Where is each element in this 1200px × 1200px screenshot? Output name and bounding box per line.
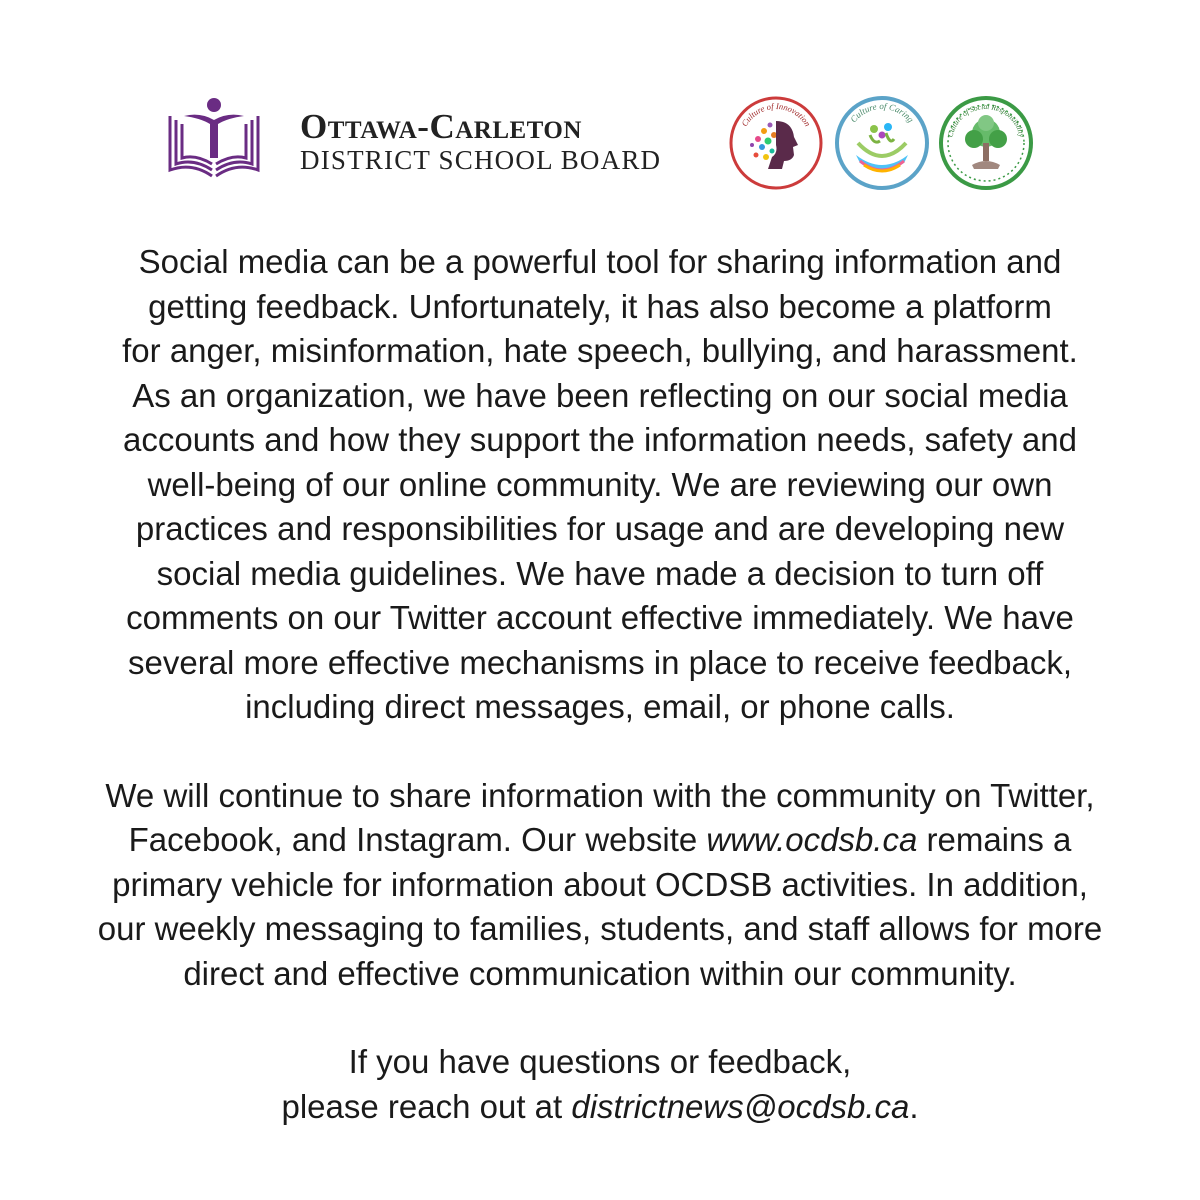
text-line: getting feedback. Unfortunately, it has also become a platform <box>148 287 1052 325</box>
org-name-line2: DISTRICT SCHOOL BOARD <box>300 145 662 175</box>
text-line: Social media can be a powerful tool for sharing information and <box>138 243 1062 280</box>
text-line: comments on our Twitter account effective immediately. We have <box>126 599 1074 636</box>
text-line: primary vehicle for information about OCDSB activities. In addition, <box>112 865 1088 903</box>
culture-of-innovation-badge <box>728 95 824 191</box>
badge-3-label: Culture of Social Responsibility <box>945 101 1027 138</box>
culture-of-social-responsibility-badge <box>938 95 1034 191</box>
text-line: If you have questions or feedback, <box>348 1043 852 1080</box>
text-line: social media guidelines. We have made a decision to turn off <box>156 554 1044 592</box>
text-line: including direct messages, email, or phone calls. <box>245 688 955 725</box>
badge-1-label: Culture of Innovation <box>739 100 813 129</box>
text-line: accounts and how they support the information needs, safety and <box>123 421 1077 458</box>
paragraph-3 <box>40 1040 1160 1129</box>
text-line: several more effective mechanisms in place to receive feedback, <box>127 643 1072 681</box>
culture-of-caring-badge <box>834 95 930 191</box>
org-name <box>300 108 700 174</box>
text-fragment: please reach out at <box>281 1087 572 1125</box>
text-fragment: . <box>909 1087 919 1125</box>
paragraph-2 <box>40 774 1160 997</box>
paragraph-1 <box>40 240 1160 730</box>
open-book-figure-icon <box>166 96 262 180</box>
email-link[interactable]: districtnews@ocdsb.ca <box>571 1087 910 1125</box>
text-line: practices and responsibilities for usage and are developing new <box>135 510 1065 547</box>
text-line: We will continue to share information with the community on Twitter, <box>105 776 1095 814</box>
badge-2-label: Culture of Caring <box>848 100 916 125</box>
text-line: for anger, misinformation, hate speech, bullying, and harassment. <box>122 332 1078 369</box>
text-fragment: Facebook, and Instagram. Our website <box>128 821 707 858</box>
text-line <box>281 1088 918 1125</box>
text-line: As an organization, we have been reflecting on our social media <box>132 376 1068 414</box>
org-name-line1: Ottawa-Carleton <box>300 107 582 146</box>
text-line: our weekly messaging to families, students, and staff allows for more <box>97 910 1103 947</box>
website-link[interactable]: www.ocdsb.ca <box>706 821 918 858</box>
text-line <box>129 821 1072 858</box>
text-line: well-being of our online community. We are reviewing our own <box>147 465 1053 503</box>
text-fragment: remains a <box>917 821 1072 858</box>
header <box>0 92 1200 202</box>
statement-body <box>40 240 1160 1129</box>
text-line: direct and effective communication within our community. <box>183 954 1017 992</box>
